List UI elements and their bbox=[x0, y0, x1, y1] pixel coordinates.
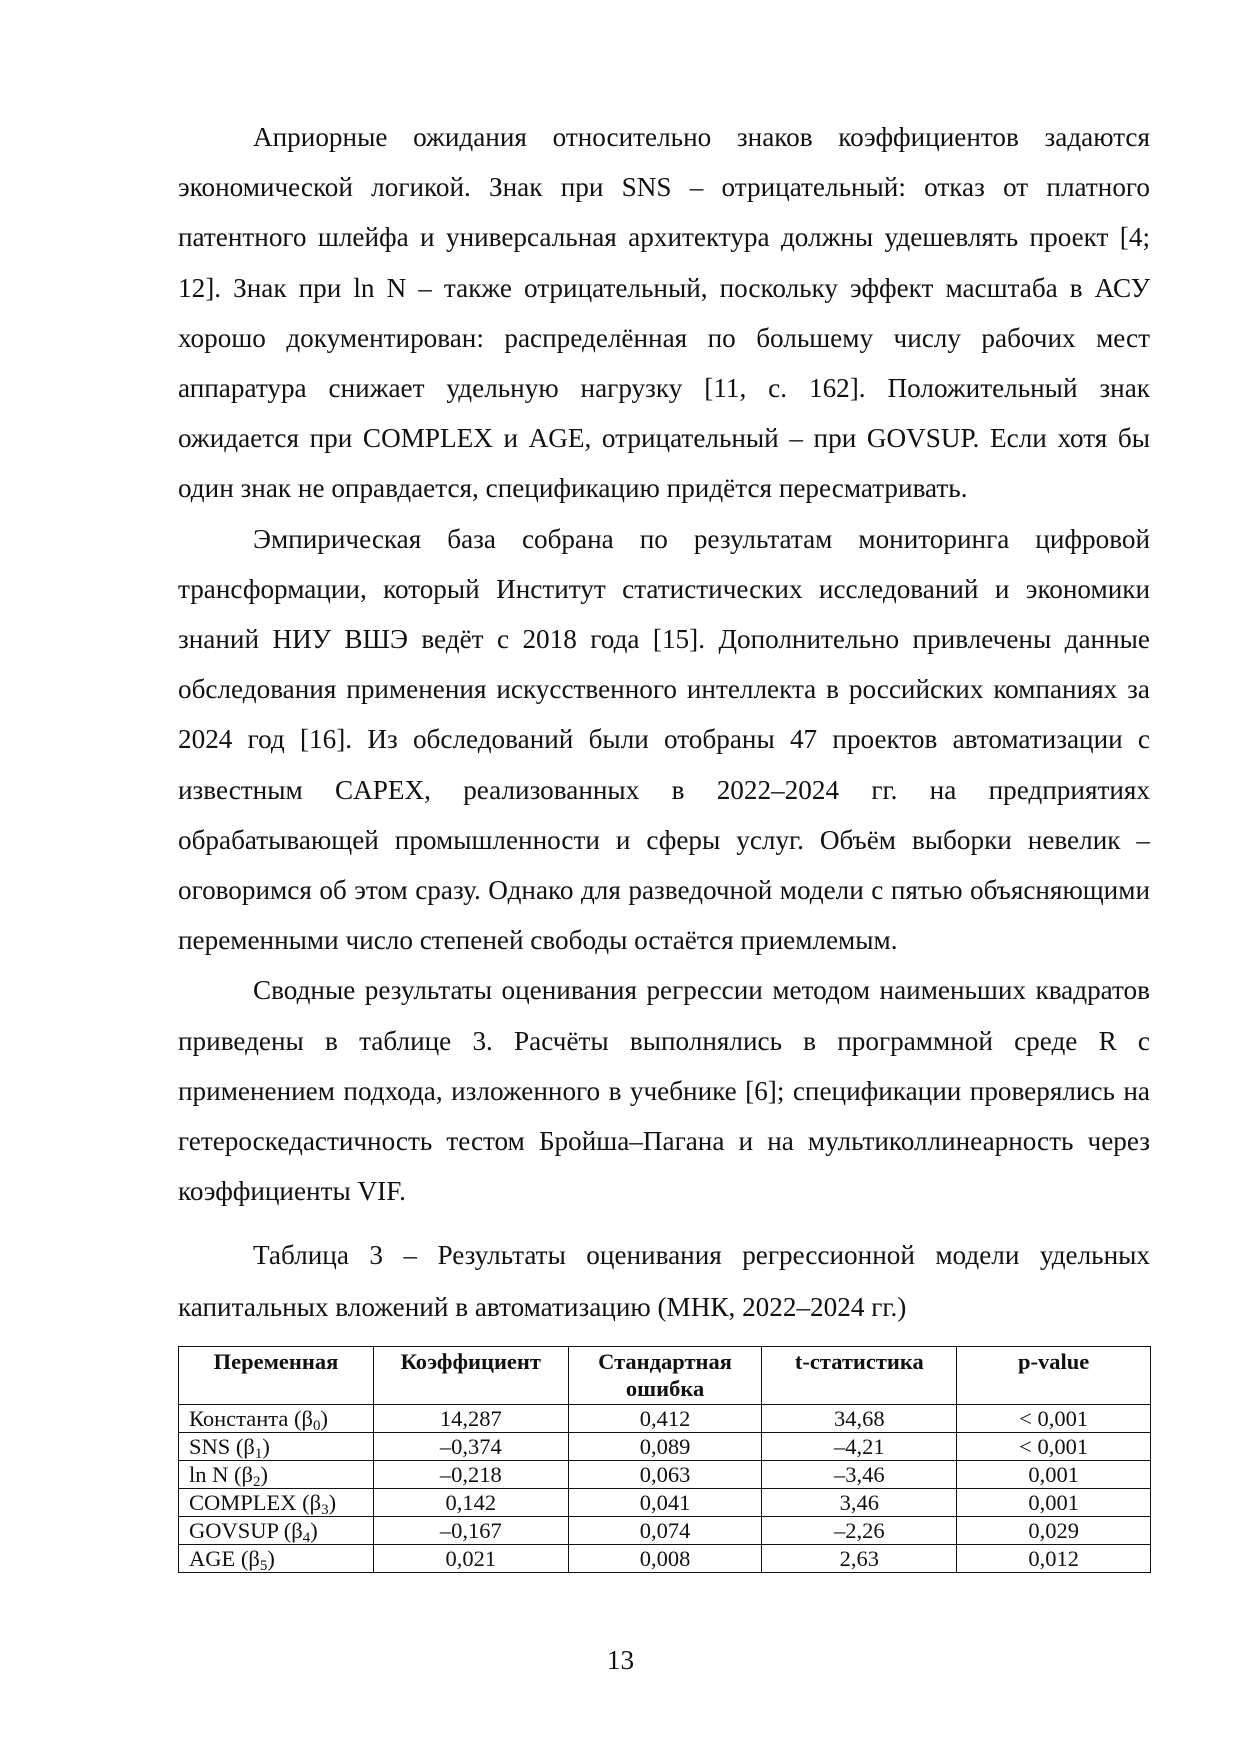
cell-standard-error: 0,041 bbox=[568, 1489, 762, 1517]
table-row bbox=[179, 1489, 1151, 1517]
cell-variable: COMPLEX $(\beta_3)$ bbox=[179, 1489, 374, 1517]
header-standard-error: Стандартная ошибка bbox=[568, 1347, 762, 1405]
cell-standard-error: 0,008 bbox=[568, 1545, 762, 1573]
cell-variable: SNS $(\beta_1)$ bbox=[179, 1433, 374, 1461]
cell-variable: ln N $(\beta_2)$ bbox=[179, 1461, 374, 1489]
cell-p-value: < 0,001 bbox=[957, 1405, 1151, 1433]
cell-coefficient: –0,374 bbox=[373, 1433, 568, 1461]
cell-p-value: 0,001 bbox=[957, 1461, 1151, 1489]
table-row bbox=[179, 1433, 1151, 1461]
cell-coefficient: 0,142 bbox=[373, 1489, 568, 1517]
paragraph-sign-expectations: Априорные ожидания относительно знаков коэффициентов задаются экономической логикой. Знак при SNS – отрицательный: отказ от платного патентного шлейфа и универсальная архитектура должны удешевлять проект [4; 12]. Знак при ln N – также отрицательный, поскольку эффект масштаба в АСУ хорошо документирован: распределённая по большему числу рабочих мест аппаратура снижает удельную нагрузку [11, с. 162]. Положительный знак ожидается при COMPLEX и AGE, отрицательный – при GOVSUP. Если хотя бы один знак не оправдается, спецификацию придётся пересматривать. bbox=[178, 122, 1150, 504]
cell-t-statistic: 2,63 bbox=[762, 1545, 957, 1573]
table-row bbox=[179, 1461, 1151, 1489]
cell-standard-error: 0,089 bbox=[568, 1433, 762, 1461]
cell-t-statistic: 34,68 bbox=[762, 1405, 957, 1433]
cell-coefficient: 14,287 bbox=[373, 1405, 568, 1433]
cell-t-statistic: –3,46 bbox=[762, 1461, 957, 1489]
paragraph-empirical-base: Эмпирическая база собрана по результатам мониторинга цифровой трансформации, который Институт статистических исследований и экономики знаний НИУ ВШЭ ведёт с 2018 года [15]. Дополнительно привлечены данные обследования применения искусственного интеллекта в российских компаниях за 2024 год [16]. Из обследований были отобраны 47 проектов автоматизации с известным CAPEX, реализованных в 2022–2024 гг. на предприятиях обрабатывающей промышленности и сферы услуг. Объём выборки невелик – оговоримся об этом сразу. Однако для разведочной модели с пятью объясняющими переменными число степеней свободы остаётся приемлемым. bbox=[178, 523, 1150, 956]
cell-standard-error: 0,074 bbox=[568, 1517, 762, 1545]
table-row bbox=[179, 1517, 1151, 1545]
cell-p-value: < 0,001 bbox=[957, 1433, 1151, 1461]
page-number: 13 bbox=[606, 1645, 635, 1675]
table-row bbox=[179, 1405, 1151, 1433]
cell-coefficient: –0,218 bbox=[373, 1461, 568, 1489]
table-header-row bbox=[179, 1347, 1151, 1405]
paragraph-regression-results: Сводные результаты оценивания регрессии методом наименьших квадратов приведены в таблице 3. Расчёты выполнялись в программной среде R с применением подхода, изложенного в учебнике [6]; спецификации проверялись на гетероскедастичность тестом Бройша–Пагана и на мультиколлинеарность через коэффициенты VIF. bbox=[178, 975, 1150, 1207]
cell-t-statistic: –4,21 bbox=[762, 1433, 957, 1461]
cell-variable: GOVSUP $(\beta_4)$ bbox=[179, 1517, 374, 1545]
cell-p-value: 0,029 bbox=[957, 1517, 1151, 1545]
header-variable: Переменная bbox=[179, 1347, 374, 1405]
regression-results-table bbox=[178, 1346, 1151, 1573]
cell-t-statistic: –2,26 bbox=[762, 1517, 957, 1545]
cell-coefficient: 0,021 bbox=[373, 1545, 568, 1573]
header-p-value: p-value bbox=[957, 1347, 1151, 1405]
cell-p-value: 0,001 bbox=[957, 1489, 1151, 1517]
cell-variable: AGE $(\beta_5)$ bbox=[179, 1545, 374, 1573]
header-t-statistic: t-статистика bbox=[762, 1347, 957, 1405]
table-row bbox=[179, 1545, 1151, 1573]
cell-t-statistic: 3,46 bbox=[762, 1489, 957, 1517]
table-caption: Таблица 3 – Результаты оценивания регрессионной модели удельных капитальных вложений в автоматизацию (МНК, 2022–2024 гг.) bbox=[178, 1240, 1150, 1323]
document-body bbox=[178, 112, 1150, 1573]
cell-standard-error: 0,412 bbox=[568, 1405, 762, 1433]
header-coefficient: Коэффициент bbox=[373, 1347, 568, 1405]
cell-variable: Константа $(\beta_0)$ bbox=[179, 1405, 374, 1433]
cell-coefficient: –0,167 bbox=[373, 1517, 568, 1545]
cell-standard-error: 0,063 bbox=[568, 1461, 762, 1489]
cell-p-value: 0,012 bbox=[957, 1545, 1151, 1573]
